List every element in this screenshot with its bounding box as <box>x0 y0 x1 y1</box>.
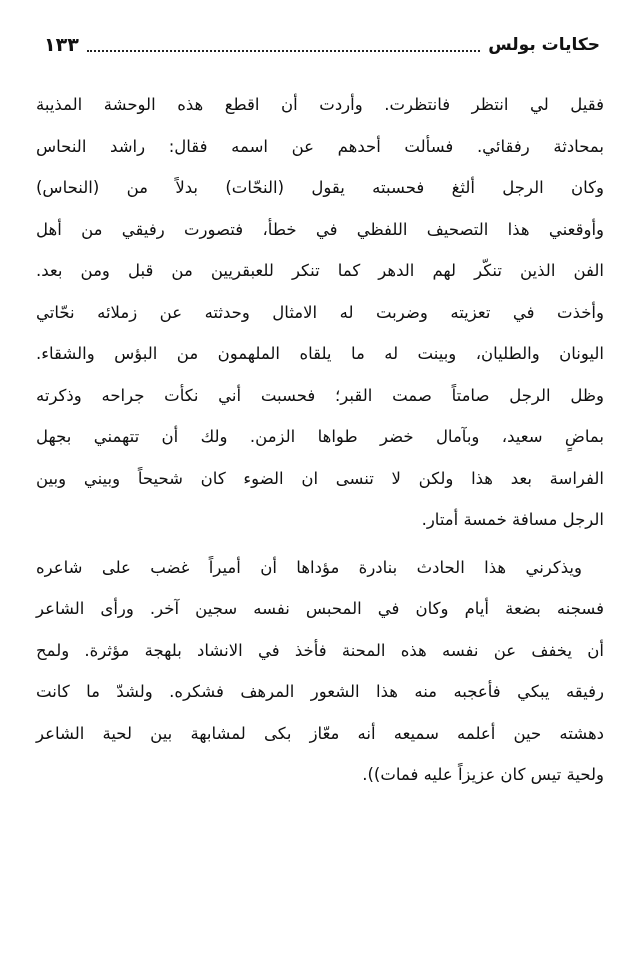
page-number: ١٣٣ <box>44 34 79 56</box>
paragraph-1 <box>36 84 604 541</box>
text-line: فسجنه بضعة أيام وكان في المحبس نفسه سجين آخر. ورأى الشاعر <box>36 599 604 618</box>
text-line: وظل الرجل صامتاً صمت القبر؛ فحسبت أني نكأت جراحه وذكرته <box>36 385 604 405</box>
text-line: وكان الرجل ألثغ فحسبته يقول (النحّات) بدلاً من (النحاس) <box>36 178 604 197</box>
text-line: أن يخفف عن نفسه هذه المحنة فأخذ في الانشاد بلهجة مؤثرة. ولمح <box>36 640 604 660</box>
text-line: الفن الذين تنكّر لهم الدهر كما تنكر للعبقريين من قبل ومن بعد. <box>36 261 604 280</box>
text-line: رفيقه يبكي فأعجبه منه هذا الشعور المرهف فشكره. ولشدّ ما كانت <box>36 682 604 701</box>
text-line: اليونان والطليان، وبينت له ما يلقاه الملهمون من البؤس والشقاء. <box>36 344 604 363</box>
text-line: بمحادثة رفقائي. فسألت أحدهم عن اسمه فقال: راشد النحاس <box>36 136 604 156</box>
dotted-leader <box>87 50 480 52</box>
text-line: بماضٍ سعيد، وبآمال خضر طواها الزمن. ولك أن تتهمني بجهل <box>36 427 604 446</box>
text-line: الرجل مسافة خمسة أمتار. <box>421 510 604 529</box>
text-line: وأوقعني هذا التصحيف اللفظي في خطأ، فتصورت رفيقي من أهل <box>36 219 604 239</box>
text-line: الفراسة بعد هذا ولكن لا تنسى ان الضوء كان شحيحاً وبيني وبين <box>36 468 604 488</box>
text-line: ولحية تيس كان عزيزاً عليه فمات)). <box>362 765 604 784</box>
paragraph-2 <box>36 547 604 796</box>
text-line: دهشته حين أعلمه سميعه أنه معّاز بكى لمشابهة بين لحية الشاعر <box>36 723 604 743</box>
body-text <box>36 84 604 796</box>
text-line: وأخذت في تعزيته وضربت له الامثال وحدثته عن زملائه نحّاتي <box>36 302 604 322</box>
page-header <box>44 30 600 60</box>
running-title: حكايات بولس <box>488 35 600 55</box>
text-line: ويذكرني هذا الحادث بنادرة مؤداها أن أميراً غضب على شاعره <box>36 557 582 577</box>
text-line: فقيل لي انتظر فانتظرت. وأردت أن اقطع هذه الوحشة المذيبة <box>36 95 604 114</box>
